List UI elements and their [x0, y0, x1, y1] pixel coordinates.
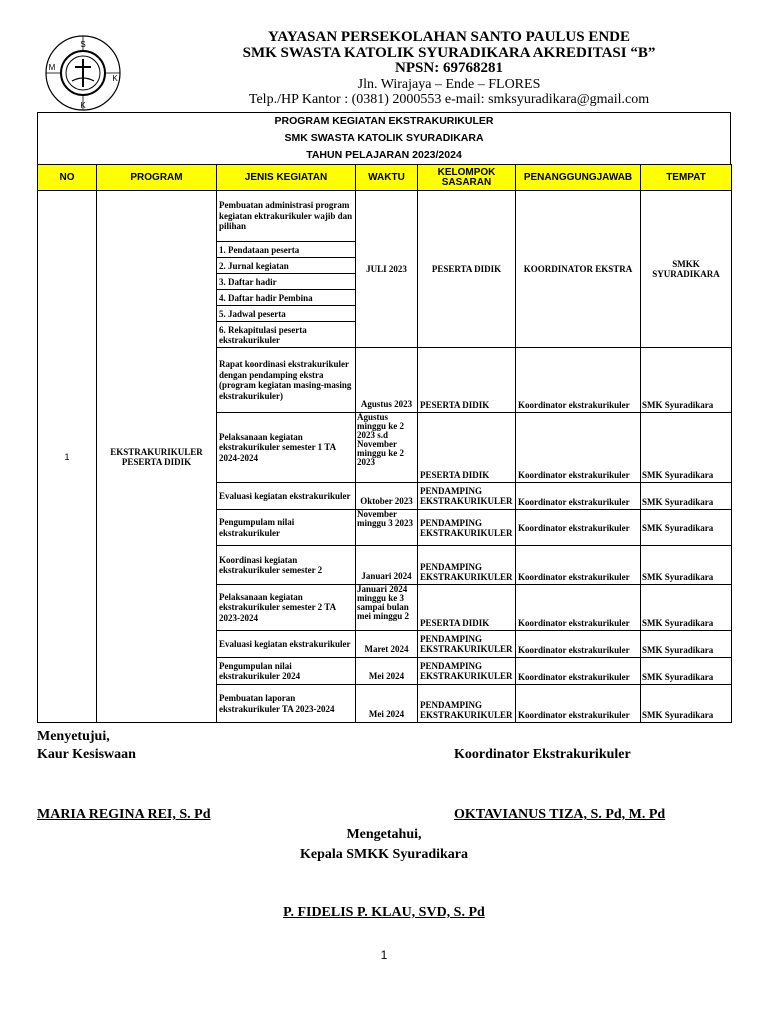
subitem-cell: 6. Rekapitulasi peserta ekstrakurikuler — [217, 322, 356, 348]
penanggung-cell: Koordinator ekstrakurikuler — [516, 348, 641, 413]
waktu-cell: Januari 2024 — [356, 546, 418, 585]
subitem-cell: 5. Jadwal peserta — [217, 306, 356, 322]
program-title — [37, 112, 731, 164]
penanggung-cell: Koordinator ekstrakurikuler — [516, 413, 641, 483]
school-logo-icon — [38, 33, 128, 113]
waktu-cell: November minggu 3 2023 — [356, 510, 418, 546]
kelompok-cell: PESERTA DIDIK — [418, 348, 516, 413]
table-header-row — [38, 165, 732, 191]
foundation-name: YAYASAN PERSEKOLAHAN SANTO PAULUS ENDE — [267, 29, 631, 45]
program-name: EKSTRAKURIKULER PESERTA DIDIK — [97, 191, 217, 723]
activity-cell: Rapat koordinasi ekstrakurikuler dengan pendamping ekstra (program kegiatan masing-masing ekstrakurikuler) — [217, 348, 356, 413]
tempat-cell: SMK Syuradikara — [641, 658, 732, 685]
tempat-cell: SMK Syuradikara — [641, 348, 732, 413]
head-name: P. FIDELIS P. KLAU, SVD, S. Pd — [283, 905, 485, 920]
program-table — [37, 164, 732, 723]
page-number: 1 — [380, 948, 388, 962]
kelompok-cell: PESERTA DIDIK — [418, 413, 516, 483]
header-penanggung: PENANGGUNGJAWAB — [516, 165, 641, 191]
waktu-cell: Januari 2024 minggu ke 3 sampai bulan mei minggu 2 — [356, 585, 418, 631]
activity-cell: Pembuatan laporan ekstrakurikuler TA 2023-2024 — [217, 685, 356, 723]
activity-cell: Pengumpulan nilai ekstrakurikuler 2024 — [217, 658, 356, 685]
kelompok-cell: PENDAMPING EKSTRAKURIKULER — [418, 631, 516, 658]
kelompok-cell: PENDAMPING EKSTRAKURIKULER — [418, 483, 516, 510]
waktu-cell: Maret 2024 — [356, 631, 418, 658]
activity-cell: Pengumpulam nilai ekstrakurikuler — [217, 510, 356, 546]
tempat-cell: SMK Syuradikara — [641, 510, 732, 546]
head-title: Kepala SMKK Syuradikara — [299, 847, 469, 862]
logo-letter-right: K — [112, 74, 118, 83]
kelompok-cell: PESERTA DIDIK — [418, 191, 516, 348]
kelompok-cell: PESERTA DIDIK — [418, 585, 516, 631]
activity-cell: Pembuatan administrasi program kegiatan ektrakurikuler wajib dan pilihan — [217, 191, 356, 242]
activity-cell: Pelaksanaan kegiatan ekstrakurikuler semester 2 TA 2023-2024 — [217, 585, 356, 631]
row-number: 1 — [38, 191, 97, 723]
acknowledge-label: Mengetahui, — [346, 827, 422, 842]
right-signer-title: Koordinator Ekstrakurikuler — [454, 747, 631, 762]
tempat-cell: SMK Syuradikara — [641, 585, 732, 631]
penanggung-cell: KOORDINATOR EKSTRA — [516, 191, 641, 348]
contact: Telp./HP Kantor : (0381) 2000553 e-mail: smksyuradikara@gmail.com — [248, 92, 650, 107]
program-title-line2: SMK SWASTA KATOLIK SYURADIKARA — [284, 132, 484, 144]
subitem-cell: 4. Daftar hadir Pembina — [217, 290, 356, 306]
program-title-line3: TAHUN PELAJARAN 2023/2024 — [306, 149, 462, 161]
activity-cell: Evaluasi kegiatan ekstrakurikuler — [217, 483, 356, 510]
penanggung-cell: Koordinator ekstrakurikuler — [516, 631, 641, 658]
header-tempat: TEMPAT — [641, 165, 732, 191]
header-kelompok: KELOMPOK SASARAN — [418, 165, 516, 191]
tempat-cell: SMKK SYURADIKARA — [641, 191, 732, 348]
kelompok-cell: PENDAMPING EKSTRAKURIKULER — [418, 510, 516, 546]
right-signer-name: OKTAVIANUS TIZA, S. Pd, M. Pd — [454, 807, 666, 822]
penanggung-cell: Koordinator ekstrakurikuler — [516, 685, 641, 723]
header-no: NO — [38, 165, 97, 191]
approval-label: Menyetujui, — [37, 729, 110, 744]
kelompok-cell: PENDAMPING EKSTRAKURIKULER — [418, 658, 516, 685]
penanggung-cell: Koordinator ekstrakurikuler — [516, 546, 641, 585]
left-signer-name: MARIA REGINA REI, S. Pd — [37, 807, 211, 822]
npsn: NPSN: 69768281 — [395, 60, 503, 76]
waktu-cell: Agustus 2023 — [356, 348, 418, 413]
activity-cell: Pelaksanaan kegiatan ekstrakurikuler semester 1 TA 2024-2024 — [217, 413, 356, 483]
waktu-cell: Mei 2024 — [356, 685, 418, 723]
header-jenis: JENIS KEGIATAN — [217, 165, 356, 191]
tempat-cell: SMK Syuradikara — [641, 685, 732, 723]
penanggung-cell: Koordinator ekstrakurikuler — [516, 483, 641, 510]
penanggung-cell: Koordinator ekstrakurikuler — [516, 585, 641, 631]
waktu-cell: JULI 2023 — [356, 191, 418, 348]
tempat-cell: SMK Syuradikara — [641, 546, 732, 585]
address: Jln. Wirajaya – Ende – FLORES — [357, 76, 541, 92]
letterhead — [0, 30, 768, 112]
activity-cell: Koordinasi kegiatan ekstrakurikuler semester 2 — [217, 546, 356, 585]
tempat-cell: SMK Syuradikara — [641, 413, 732, 483]
tempat-cell: SMK Syuradikara — [641, 631, 732, 658]
penanggung-cell: Koordinator ekstrakurikuler — [516, 510, 641, 546]
left-signer-title: Kaur Kesiswaan — [37, 747, 136, 762]
subitem-cell: 2. Jurnal kegiatan — [217, 258, 356, 274]
activity-cell: Evaluasi kegiatan ekstrakurikuler — [217, 631, 356, 658]
logo-letter-bottom: K — [80, 101, 86, 110]
logo-letter-left: M — [48, 63, 56, 72]
kelompok-cell: PENDAMPING EKSTRAKURIKULER — [418, 546, 516, 585]
waktu-cell: Oktober 2023 — [356, 483, 418, 510]
table-row — [38, 191, 732, 242]
header-program: PROGRAM — [97, 165, 217, 191]
subitem-cell: 3. Daftar hadir — [217, 274, 356, 290]
subitem-cell: 1. Pendataan peserta — [217, 242, 356, 258]
school-name: SMK SWASTA KATOLIK SYURADIKARA AKREDITASI “B” — [242, 44, 656, 61]
header-waktu: WAKTU — [356, 165, 418, 191]
tempat-cell: SMK Syuradikara — [641, 483, 732, 510]
waktu-cell: Agustus minggu ke 2 2023 s.d November minggu ke 2 2023 — [356, 413, 418, 483]
logo-letter-top: S — [80, 40, 86, 49]
program-title-line1: PROGRAM KEGIATAN EKSTRAKURIKULER — [274, 115, 494, 127]
penanggung-cell: Koordinator ekstrakurikuler — [516, 658, 641, 685]
kelompok-cell: PENDAMPING EKSTRAKURIKULER — [418, 685, 516, 723]
waktu-cell: Mei 2024 — [356, 658, 418, 685]
